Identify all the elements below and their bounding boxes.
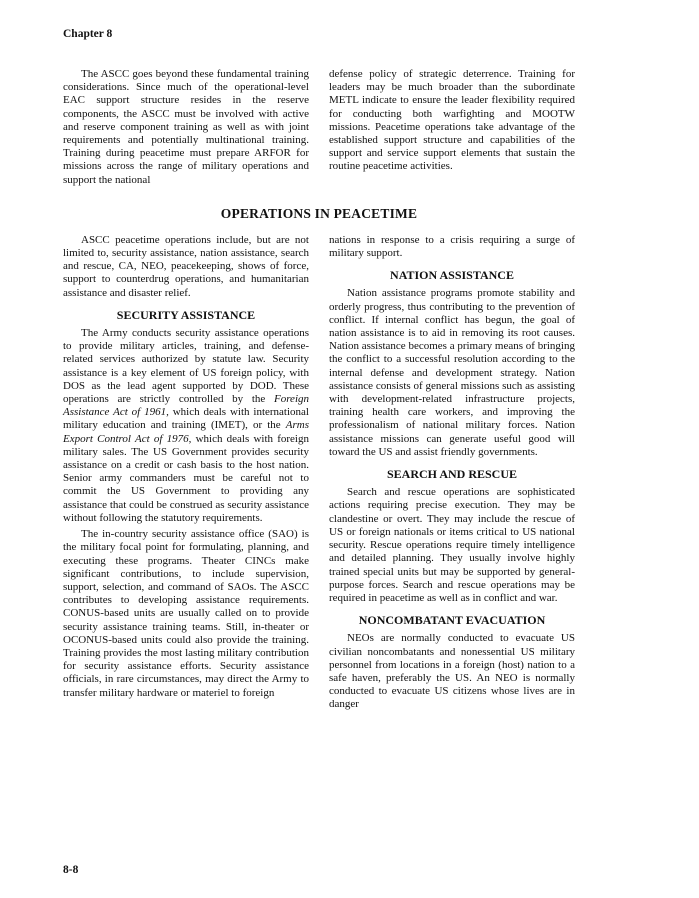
intro-right-column bbox=[329, 68, 575, 190]
security-assistance-continuation-paragraph: nations in response to a crisis requiring a surge of military support. bbox=[329, 233, 575, 260]
heading-noncombatant-evacuation: NONCOMBATANT EVACUATION bbox=[358, 613, 546, 628]
body-right-column bbox=[329, 234, 575, 715]
intro-block bbox=[63, 68, 575, 190]
intro-left-column bbox=[63, 68, 309, 190]
heading-nation-assistance: NATION ASSISTANCE bbox=[390, 268, 514, 283]
page-number: 8-8 bbox=[63, 864, 79, 876]
nation-assistance-paragraph: Nation assistance programs promote stability and orderly progress, thus contributing to the prevention of conflict. If internal conflict has begun, the goal of nation assistance is to aid in removing its root causes. Nation assistance becomes a primary means of bringing the conflict to a successful resolution according to the internal defense and development strategy. Nation assistance consists of general missions such as assisting with development-related infrastructure projects, training health care workers, and improving the professionalism of national military forces. Nation assistance missions can generate useful good will toward the US and assist friendly governments. bbox=[329, 287, 575, 458]
heading-security-assistance: SECURITY ASSISTANCE bbox=[116, 307, 256, 322]
chapter-header: Chapter 8 bbox=[63, 28, 113, 40]
noncombatant-evacuation-paragraph: NEOs are normally conducted to evacuate US civilian noncombatants and nonessential US military personnel from locations in a foreign (host) nation to a safe haven, preferably the US. An NEO is normally conducted to evacuate US citizens whose lives are in danger bbox=[329, 632, 575, 711]
intro-paragraph-right: defense policy of strategic deterrence. Training for leaders may be much broader than the subordinate METL indicate to ensure the leader flexibility required for conducting both warfighting and MOOTW missions. Peacetime operations take advantage of the established support structure and capabilities of the support and service support elements that sustain the routine peacetime activities. bbox=[329, 68, 575, 173]
body-block bbox=[63, 234, 575, 715]
peacetime-operations-paragraph: ASCC peacetime operations include, but are not limited to, security assistance, nation assistance, search and rescue, CA, NEO, peacekeeping, shows of force, support to counterdrug operations, and humanitarian assistance and disaster relief. bbox=[63, 233, 309, 299]
heading-search-and-rescue: SEARCH AND RESCUE bbox=[386, 467, 518, 482]
body-left-column bbox=[63, 234, 309, 715]
security-assistance-paragraph-2: The in-country security assistance office (SAO) is the military focal point for formulating, planning, and executing these programs. Theater CINCs make significant contributions, to include supervision, support, selection, and command of SAOs. The ASCC contributes to developing assistance requirements. CONUS-based units are usually called on to provide security assistance training teams. Still, in-theater or OCONUS-based units could also provide the training. Training provides the most lasting military contribution for security assistance efforts. Security assistance officials, in rare circumstances, may direct the Army to transfer military hardware or materiel to foreign bbox=[63, 528, 309, 699]
search-and-rescue-paragraph: Search and rescue operations are sophisticated actions requiring precise execution. They may be clandestine or overt. They may include the rescue of US or foreign nationals or items critical to US national security. Rescue operations require timely intelligence and detailed planning. They usually involve highly trained special units but may be supported by general-purpose forces. Search and rescue operations may be required in peacetime as well as in conflict and war. bbox=[329, 486, 575, 604]
section-title-operations-in-peacetime: OPERATIONS IN PEACETIME bbox=[220, 205, 418, 221]
intro-paragraph-left: The ASCC goes beyond these fundamental training considerations. Since much of the operational-level EAC support structure resides in the reserve components, the ASCC must be involved with active and reserve component training as well as with joint requirements and potentially multinational training. Training during peacetime must prepare ARFOR for missions across the range of military operations and support the national bbox=[63, 68, 309, 186]
security-assistance-paragraph-1: The Army conducts security assistance operations to provide military articles, training, and defense-related services authorized by statute law. Security assistance is a key element of US foreign policy, with DOS as the lead agent supported by DOD. These operations are strictly controlled by the Foreign Assistance Act of 1961, which deals with international military education and training (IMET), or the Arms Export Control Act of 1976, which deals with foreign military sales. The US Government provides security assistance on a credit or cash basis to the host nation. Senior army commanders must be careful not to commit the US Government to providing any assistance that could be construed as security assistance without following the statutory requirements. bbox=[63, 327, 309, 524]
